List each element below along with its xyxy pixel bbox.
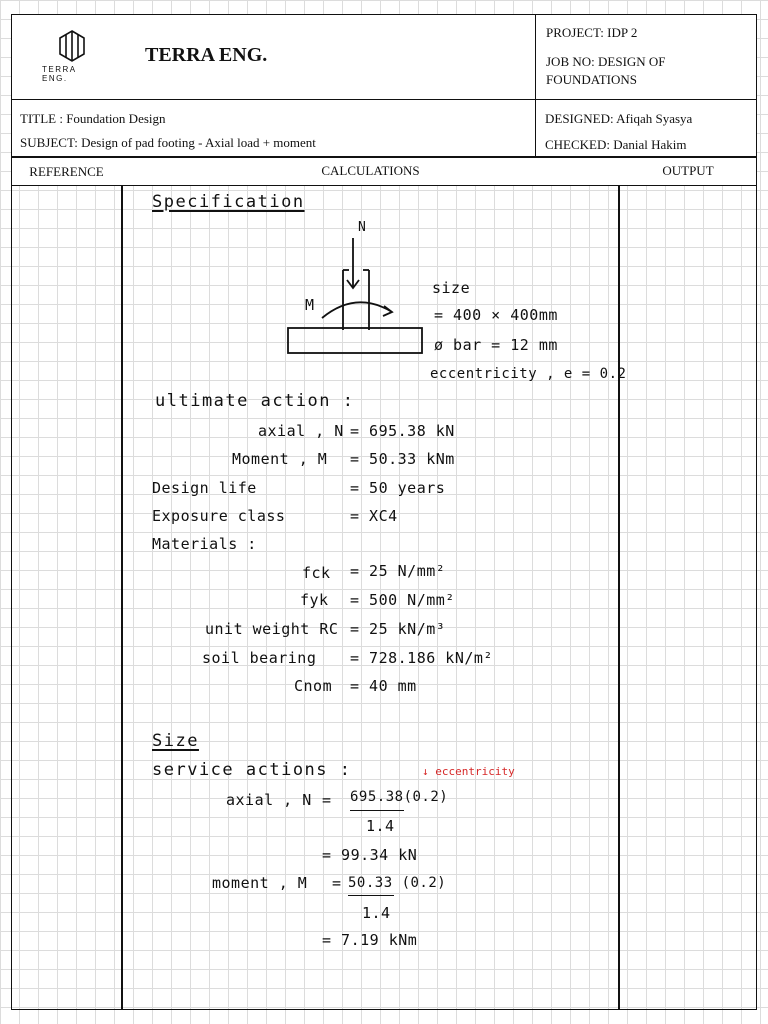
service-actions-heading: service actions : [152,760,352,780]
cnom-label: Cnom [294,677,333,695]
company-name: TERRA ENG. [145,44,268,66]
header-divider [11,185,757,186]
service-axial-denominator: 1.4 [366,817,395,835]
ultimate-action-heading: ultimate action : [155,391,355,411]
design-life-label: Design life [152,479,257,497]
output-column [619,185,757,1010]
service-moment-fraction-bar [348,895,394,896]
soil-bearing-value: = 728.186 kN/m² [350,649,493,667]
logo-mark-icon [44,28,104,64]
reference-column-header: REFERENCE [29,164,104,179]
title-field: TITLE : Foundation Design [20,111,166,126]
service-moment-result: = 7.19 kNm [322,931,418,949]
logo-caption: TERRA ENG. [42,65,77,83]
designed-field: DESIGNED: Afiqah Syasya [545,111,693,126]
materials-heading: Materials : [152,535,257,553]
reference-column [11,185,122,1010]
service-axial-numerator: 695.38(0.2) [350,789,449,805]
ultimate-axial-label: axial , N [258,422,344,440]
calculations-column-header: CALCULATIONS [321,163,420,178]
service-axial-equals: = [322,791,332,809]
cnom-value: = 40 mm [350,677,417,695]
unit-weight-value: = 25 kN/m³ [350,620,446,638]
ultimate-moment-value: = 50.33 kNm [350,450,455,468]
size-heading: Size [152,731,199,751]
specification-heading: Specification [152,192,305,212]
project-field: PROJECT: IDP 2 [546,25,638,40]
subject-field: SUBJECT: Design of pad footing - Axial load + moment [20,135,316,150]
job-no-field-continued: FOUNDATIONS [546,72,638,87]
service-moment-equals: = [332,874,342,892]
exposure-class-value: = XC4 [350,507,398,525]
unit-weight-label: unit weight RC [205,620,339,638]
eccentricity-note: ↓ eccentricity [422,765,515,778]
service-axial-fraction-bar [350,810,404,811]
soil-bearing-label: soil bearing [202,649,317,667]
size-label: size [432,279,471,297]
output-column-header: OUTPUT [662,163,714,178]
design-life-value: = 50 years [350,479,446,497]
checked-field: CHECKED: Danial Hakim [545,137,687,152]
fyk-value: = 500 N/mm² [350,591,455,609]
exposure-class-label: Exposure class [152,507,286,525]
service-moment-numerator: 50.33 (0.2) [348,875,447,891]
fck-value: = 25 N/mm² [350,562,446,580]
service-axial-label: axial , N [226,791,312,809]
moment-label: M [305,296,315,314]
service-moment-denominator: 1.4 [362,904,391,922]
bar-diameter: ø bar = 12 mm [434,336,558,354]
ultimate-moment-label: Moment , M [232,450,328,468]
service-moment-label: moment , M [212,874,308,892]
fyk-label: fyk [300,591,329,609]
ultimate-axial-value: = 695.38 kN [350,422,455,440]
load-label: N [358,220,367,235]
company-logo [42,28,104,83]
fck-label: fck [302,564,331,582]
service-axial-result: = 99.34 kN [322,846,418,864]
size-value: = 400 × 400mm [434,306,558,324]
pad-footing-diagram [280,220,430,360]
job-no-field: JOB NO: DESIGN OF [546,54,666,69]
eccentricity-value: eccentricity , e = 0.2 [430,366,627,382]
